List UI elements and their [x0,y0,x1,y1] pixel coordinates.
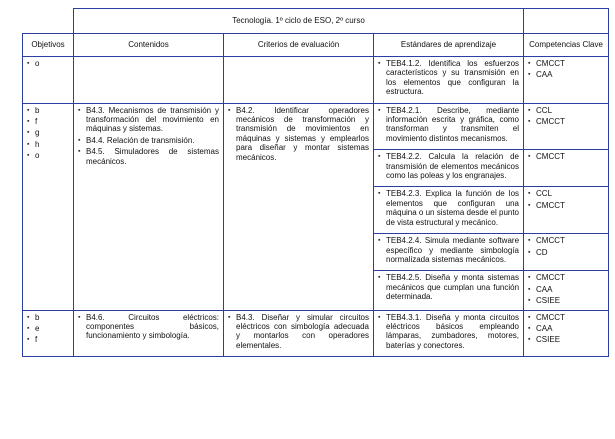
objetivo-item: ▪ f [27,117,69,126]
contenido-item: ▪ B4.6. Circuitos eléctricos: componentes básicos, funcionamiento y simbología. [78,313,219,341]
objetivo-item: ▪ o [27,59,69,68]
contenidos-cell-empty [74,57,224,104]
curriculum-table [22,8,609,357]
objetivo-item: ▪ g [27,128,69,137]
header-contenidos: Contenidos [74,34,224,57]
contenido-item: ▪ B4.4. Relación de transmisión. [78,136,219,145]
standard-cell [374,57,524,104]
standard-cell [374,187,524,234]
standard-text: ▪ TEB4.1.2. Identifica los esfuerzos característicos y su transmisión en los elementos que configuran la estructura. [378,59,519,97]
competencias-cell [524,150,609,187]
competencia-item: ▪ CCL [528,189,604,198]
objetivos-cell [23,57,74,104]
objetivo-item: ▪ b [27,106,69,115]
criterios-cell-empty [224,57,374,104]
standard-text: ▪ TEB4.2.5. Diseña y monta sistemas mecánicos que cumplan una función determinada. [378,273,519,301]
competencias-cell [524,271,609,310]
competencias-cell [524,57,609,104]
competencia-item: ▪ CSIEE [528,335,604,344]
table-title: Tecnología. 1º ciclo de ESO, 2º curso [74,9,524,34]
header-competencias: Competencias Clave [524,34,609,57]
competencia-item: ▪ CMCCT [528,59,604,68]
criterio-text: ▪ B4.3. Diseñar y simular circuitos eléctricos con simbología adecuada y montarlos con operadores elementales. [228,313,369,351]
competencia-item: ▪ CSIEE [528,296,604,305]
standard-cell [374,234,524,271]
competencia-item: ▪ CAA [528,324,604,333]
header-criterios: Criterios de evaluación [224,34,374,57]
competencia-item: ▪ CMCCT [528,313,604,322]
contenido-item: ▪ B4.3. Mecanismos de transmisión y transformación del movimiento en máquinas y sistemas. [78,106,219,134]
empty-corner [23,9,74,34]
competencias-cell [524,234,609,271]
standard-cell [374,271,524,310]
criterio-text: ▪ B4.2. Identificar operadores mecánicos de transformación y transmisión de movimientos en máquinas y sistemas y emplearlos para diseñar y montar sistemas mecánicos. [228,106,369,162]
objetivo-item: ▪ h [27,140,69,149]
objetivo-item: ▪ o [27,151,69,160]
objetivo-item: ▪ e [27,324,69,333]
competencia-item: ▪ CMCCT [528,201,604,210]
competencia-item: ▪ CMCCT [528,117,604,126]
header-objetivos: Objetivos [23,34,74,57]
standard-cell [374,103,524,150]
objetivos-cell [23,310,74,357]
competencia-item: ▪ CAA [528,285,604,294]
standard-text: ▪ TEB4.2.1. Describe, mediante información escrita y gráfica, como transforman y transmiten el movimiento distintos mecanismos. [378,106,519,144]
standard-cell [374,150,524,187]
contenido-item: ▪ B4.5. Simuladores de sistemas mecánicos. [78,147,219,166]
competencia-item: ▪ CMCCT [528,273,604,282]
standard-text: ▪ TEB4.2.3. Explica la función de los elementos que configuran una máquina o un sistema desde el punto de vista estructural y mecánico. [378,189,519,227]
competencia-item: ▪ CD [528,248,604,257]
competencia-item: ▪ CMCCT [528,152,604,161]
criterios-cell [224,310,374,357]
header-estandares: Estándares de aprendizaje [374,34,524,57]
contenidos-cell [74,103,224,310]
competencias-cell [524,103,609,150]
competencias-cell [524,310,609,357]
objetivos-cell [23,103,74,310]
contenidos-cell [74,310,224,357]
objetivo-item: ▪ f [27,335,69,344]
standard-text: ▪ TEB4.2.2. Calcula la relación de transmisión de elementos mecánicos como las poleas y los engranajes. [378,152,519,180]
competencia-item: ▪ CCL [528,106,604,115]
criterios-cell [224,103,374,310]
objetivo-item: ▪ b [27,313,69,322]
competencia-item: ▪ CAA [528,70,604,79]
empty-title-right [524,9,609,34]
standard-text: ▪ TEB4.2.4. Simula mediante software específico y mediante simbología normalizada sistemas mecánicos. [378,236,519,264]
competencia-item: ▪ CMCCT [528,236,604,245]
competencias-cell [524,187,609,234]
standard-cell [374,310,524,357]
standard-text: ▪ TEB4.3.1. Diseña y monta circuitos eléctricos básicos empleando lámparas, zumbadores, motores, baterías y conectores. [378,313,519,351]
